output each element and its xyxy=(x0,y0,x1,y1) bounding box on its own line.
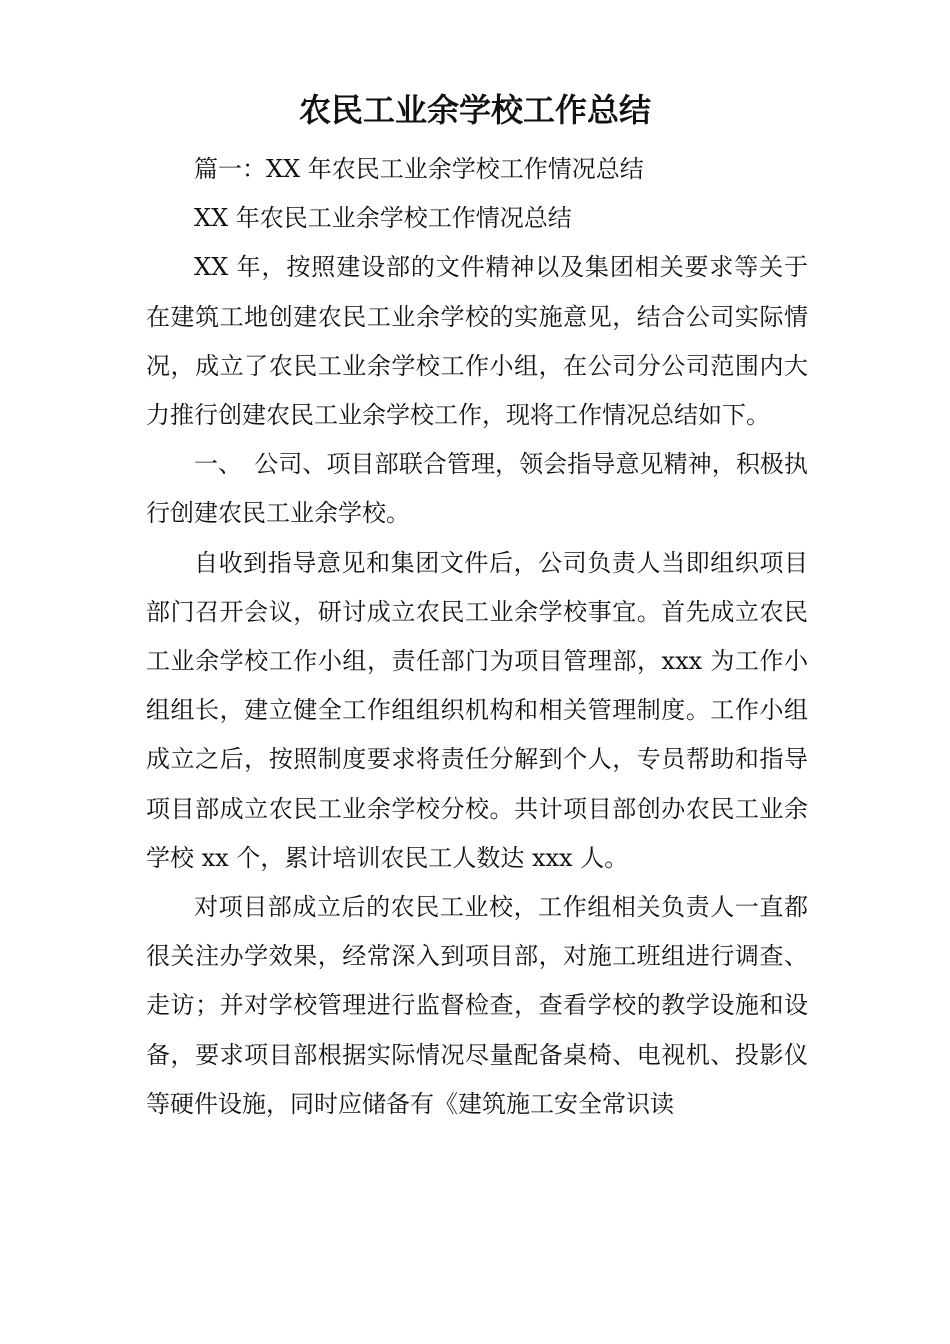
paragraph-body-2: 对项目部成立后的农民工业校，工作组相关负责人一直都很关注办学效果，经常深入到项目部，对施工班组进行调查、走访；并对学校管理进行监督检查，查看学校的教学设施和设备，要求项目部根据实际情况尽量配备桌椅、电视机、投影仪等硬件设施，同时应储备有《建筑施工安全常识读 xyxy=(146,893,808,1118)
paragraph-heading-1: 篇一：XX 年农民工业余学校工作情况总结 xyxy=(194,155,644,183)
paragraph-heading-2: XX 年农民工业余学校工作情况总结 xyxy=(194,204,572,233)
document-title: 农民工业余学校工作总结 xyxy=(298,91,651,129)
paragraph-body-1: 自收到指导意见和集团文件后，公司负责人当即组织项目部门召开会议，研讨成立农民工业余学校事宜。首先成立农民工业余学校工作小组，责任部门为项目管理部，xxx 为工作小组组长，建立健全工作组组织机构和相关管理制度。工作小组成立之后，按照制度要求将责任分解到个人，专员帮助和指导项目部成立农民工业余学校分校。共计项目部创办农民工业余学校 xx 个，累计培训农民工人数达 xxx 人。 xyxy=(146,548,808,872)
paragraph-intro: XX 年，按照建设部的文件精神以及集团相关要求等关于在建筑工地创建农民工业余学校的实施意见，结合公司实际情况，成立了农民工业余学校工作小组，在公司分公司范围内大力推行创建农民工业余学校工作，现将工作情况总结如下。 xyxy=(146,253,808,430)
paragraph-section-1: 一、 公司、项目部联合管理，领会指导意见精神，积极执行创建农民工业余学校。 xyxy=(146,450,808,528)
document-body xyxy=(146,145,808,1129)
